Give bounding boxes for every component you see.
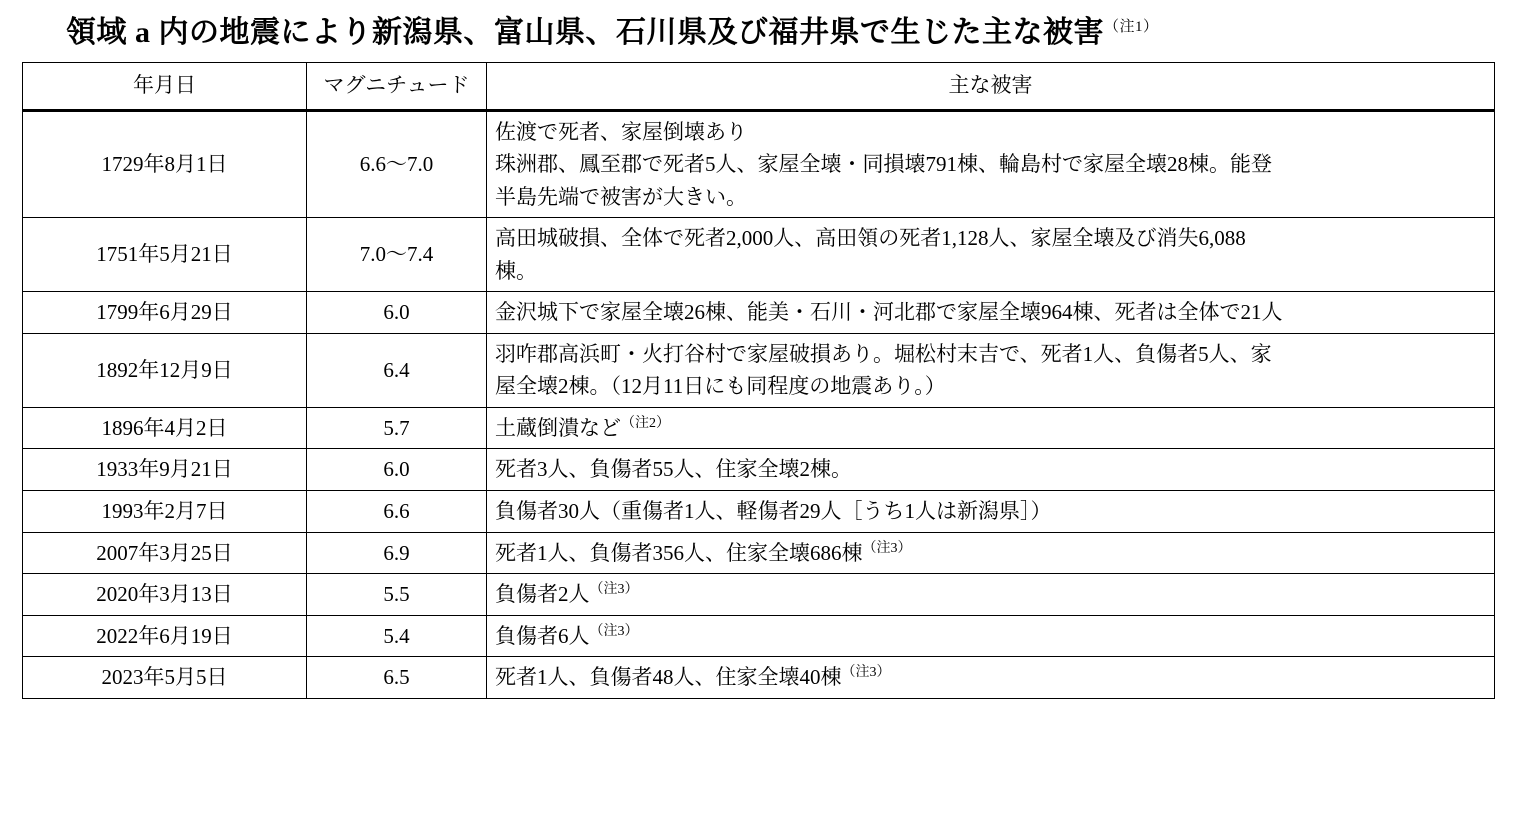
cell-magnitude: 5.4	[307, 615, 487, 657]
cell-damage	[487, 574, 1495, 616]
cell-damage	[487, 532, 1495, 574]
cell-date: 1799年6月29日	[23, 292, 307, 334]
damage-note-marker: （注2）	[621, 415, 670, 431]
cell-damage	[487, 615, 1495, 657]
column-header-damage: 主な被害	[487, 62, 1495, 110]
damage-line: 珠洲郡、鳳至郡で死者5人、家屋全壊・同損壊791棟、輪島村で家屋全壊28棟。能登	[495, 152, 1272, 177]
cell-date: 1993年2月7日	[23, 490, 307, 532]
table-header-row	[23, 62, 1495, 110]
cell-date: 2007年3月25日	[23, 532, 307, 574]
cell-magnitude: 6.0	[307, 292, 487, 334]
damage-line: 半島先端で被害が大きい。	[495, 184, 747, 209]
cell-date: 1729年8月1日	[23, 110, 307, 218]
cell-magnitude: 6.0	[307, 449, 487, 491]
cell-magnitude: 6.4	[307, 333, 487, 407]
cell-damage	[487, 407, 1495, 449]
cell-magnitude: 5.7	[307, 407, 487, 449]
damage-line: 金沢城下で家屋全壊26棟、能美・石川・河北郡で家屋全壊964棟、死者は全体で21人	[495, 300, 1283, 325]
cell-date: 1892年12月9日	[23, 333, 307, 407]
table-row	[23, 532, 1495, 574]
table-row	[23, 574, 1495, 616]
page-title	[0, 0, 1518, 62]
table-row	[23, 292, 1495, 334]
table-row	[23, 615, 1495, 657]
earthquake-damage-table	[22, 62, 1495, 699]
cell-damage	[487, 657, 1495, 699]
damage-line: 高田城破損、全体で死者2,000人、高田領の死者1,128人、家屋全壊及び消失6,088	[495, 226, 1246, 251]
cell-damage	[487, 110, 1495, 218]
column-header-date: 年月日	[23, 62, 307, 110]
damage-line: 負傷者30人（重傷者1人、軽傷者29人［うち1人は新潟県］）	[495, 498, 1052, 523]
cell-date: 1933年9月21日	[23, 449, 307, 491]
damage-line: 死者3人、負傷者55人、住家全壊2棟。	[495, 457, 852, 482]
cell-date: 2023年5月5日	[23, 657, 307, 699]
table-row	[23, 657, 1495, 699]
cell-damage	[487, 333, 1495, 407]
table-row	[23, 449, 1495, 491]
damage-line: 棟。	[495, 258, 537, 283]
damage-note-marker: （注3）	[589, 582, 639, 598]
page-title-note: （注1）	[1104, 19, 1159, 35]
damage-note-marker: （注3）	[862, 540, 912, 556]
table-body	[23, 110, 1495, 698]
cell-damage	[487, 449, 1495, 491]
damage-line: 屋全壊2棟。（12月11日にも同程度の地震あり。）	[495, 374, 946, 399]
table-row	[23, 490, 1495, 532]
cell-date: 2020年3月13日	[23, 574, 307, 616]
damage-line: 死者1人、負傷者48人、住家全壊40棟$^{(注3)}$	[495, 665, 891, 690]
cell-damage	[487, 490, 1495, 532]
table-row	[23, 218, 1495, 292]
damage-line: 負傷者6人$^{(注3)}$	[495, 623, 639, 648]
cell-magnitude: 6.9	[307, 532, 487, 574]
damage-note-marker: （注3）	[841, 665, 891, 681]
table-row	[23, 407, 1495, 449]
table-row	[23, 110, 1495, 218]
column-header-magnitude: マグニチュード	[307, 62, 487, 110]
damage-line: 羽咋郡高浜町・火打谷村で家屋破損あり。堀松村末吉で、死者1人、負傷者5人、家	[495, 341, 1272, 366]
cell-damage	[487, 292, 1495, 334]
cell-magnitude: 5.5	[307, 574, 487, 616]
cell-damage	[487, 218, 1495, 292]
damage-line: 負傷者2人$^{(注3)}$	[495, 582, 639, 607]
damage-line: 死者1人、負傷者356人、住家全壊686棟$^{(注3)}$	[495, 540, 912, 565]
damage-line: 佐渡で死者、家屋倒壊あり	[495, 119, 747, 144]
cell-date: 2022年6月19日	[23, 615, 307, 657]
cell-magnitude: 6.6	[307, 490, 487, 532]
table-row	[23, 333, 1495, 407]
damage-note-marker: （注3）	[589, 623, 639, 639]
cell-magnitude: 7.0～7.4	[307, 218, 487, 292]
cell-date: 1896年4月2日	[23, 407, 307, 449]
page-title-text: 領域 a 内の地震により新潟県、富山県、石川県及び福井県で生じた主な被害	[66, 16, 1104, 49]
cell-magnitude: 6.5	[307, 657, 487, 699]
cell-magnitude: 6.6～7.0	[307, 110, 487, 218]
cell-date: 1751年5月21日	[23, 218, 307, 292]
damage-line: 土蔵倒潰など$^{(注2)}$	[495, 415, 670, 440]
